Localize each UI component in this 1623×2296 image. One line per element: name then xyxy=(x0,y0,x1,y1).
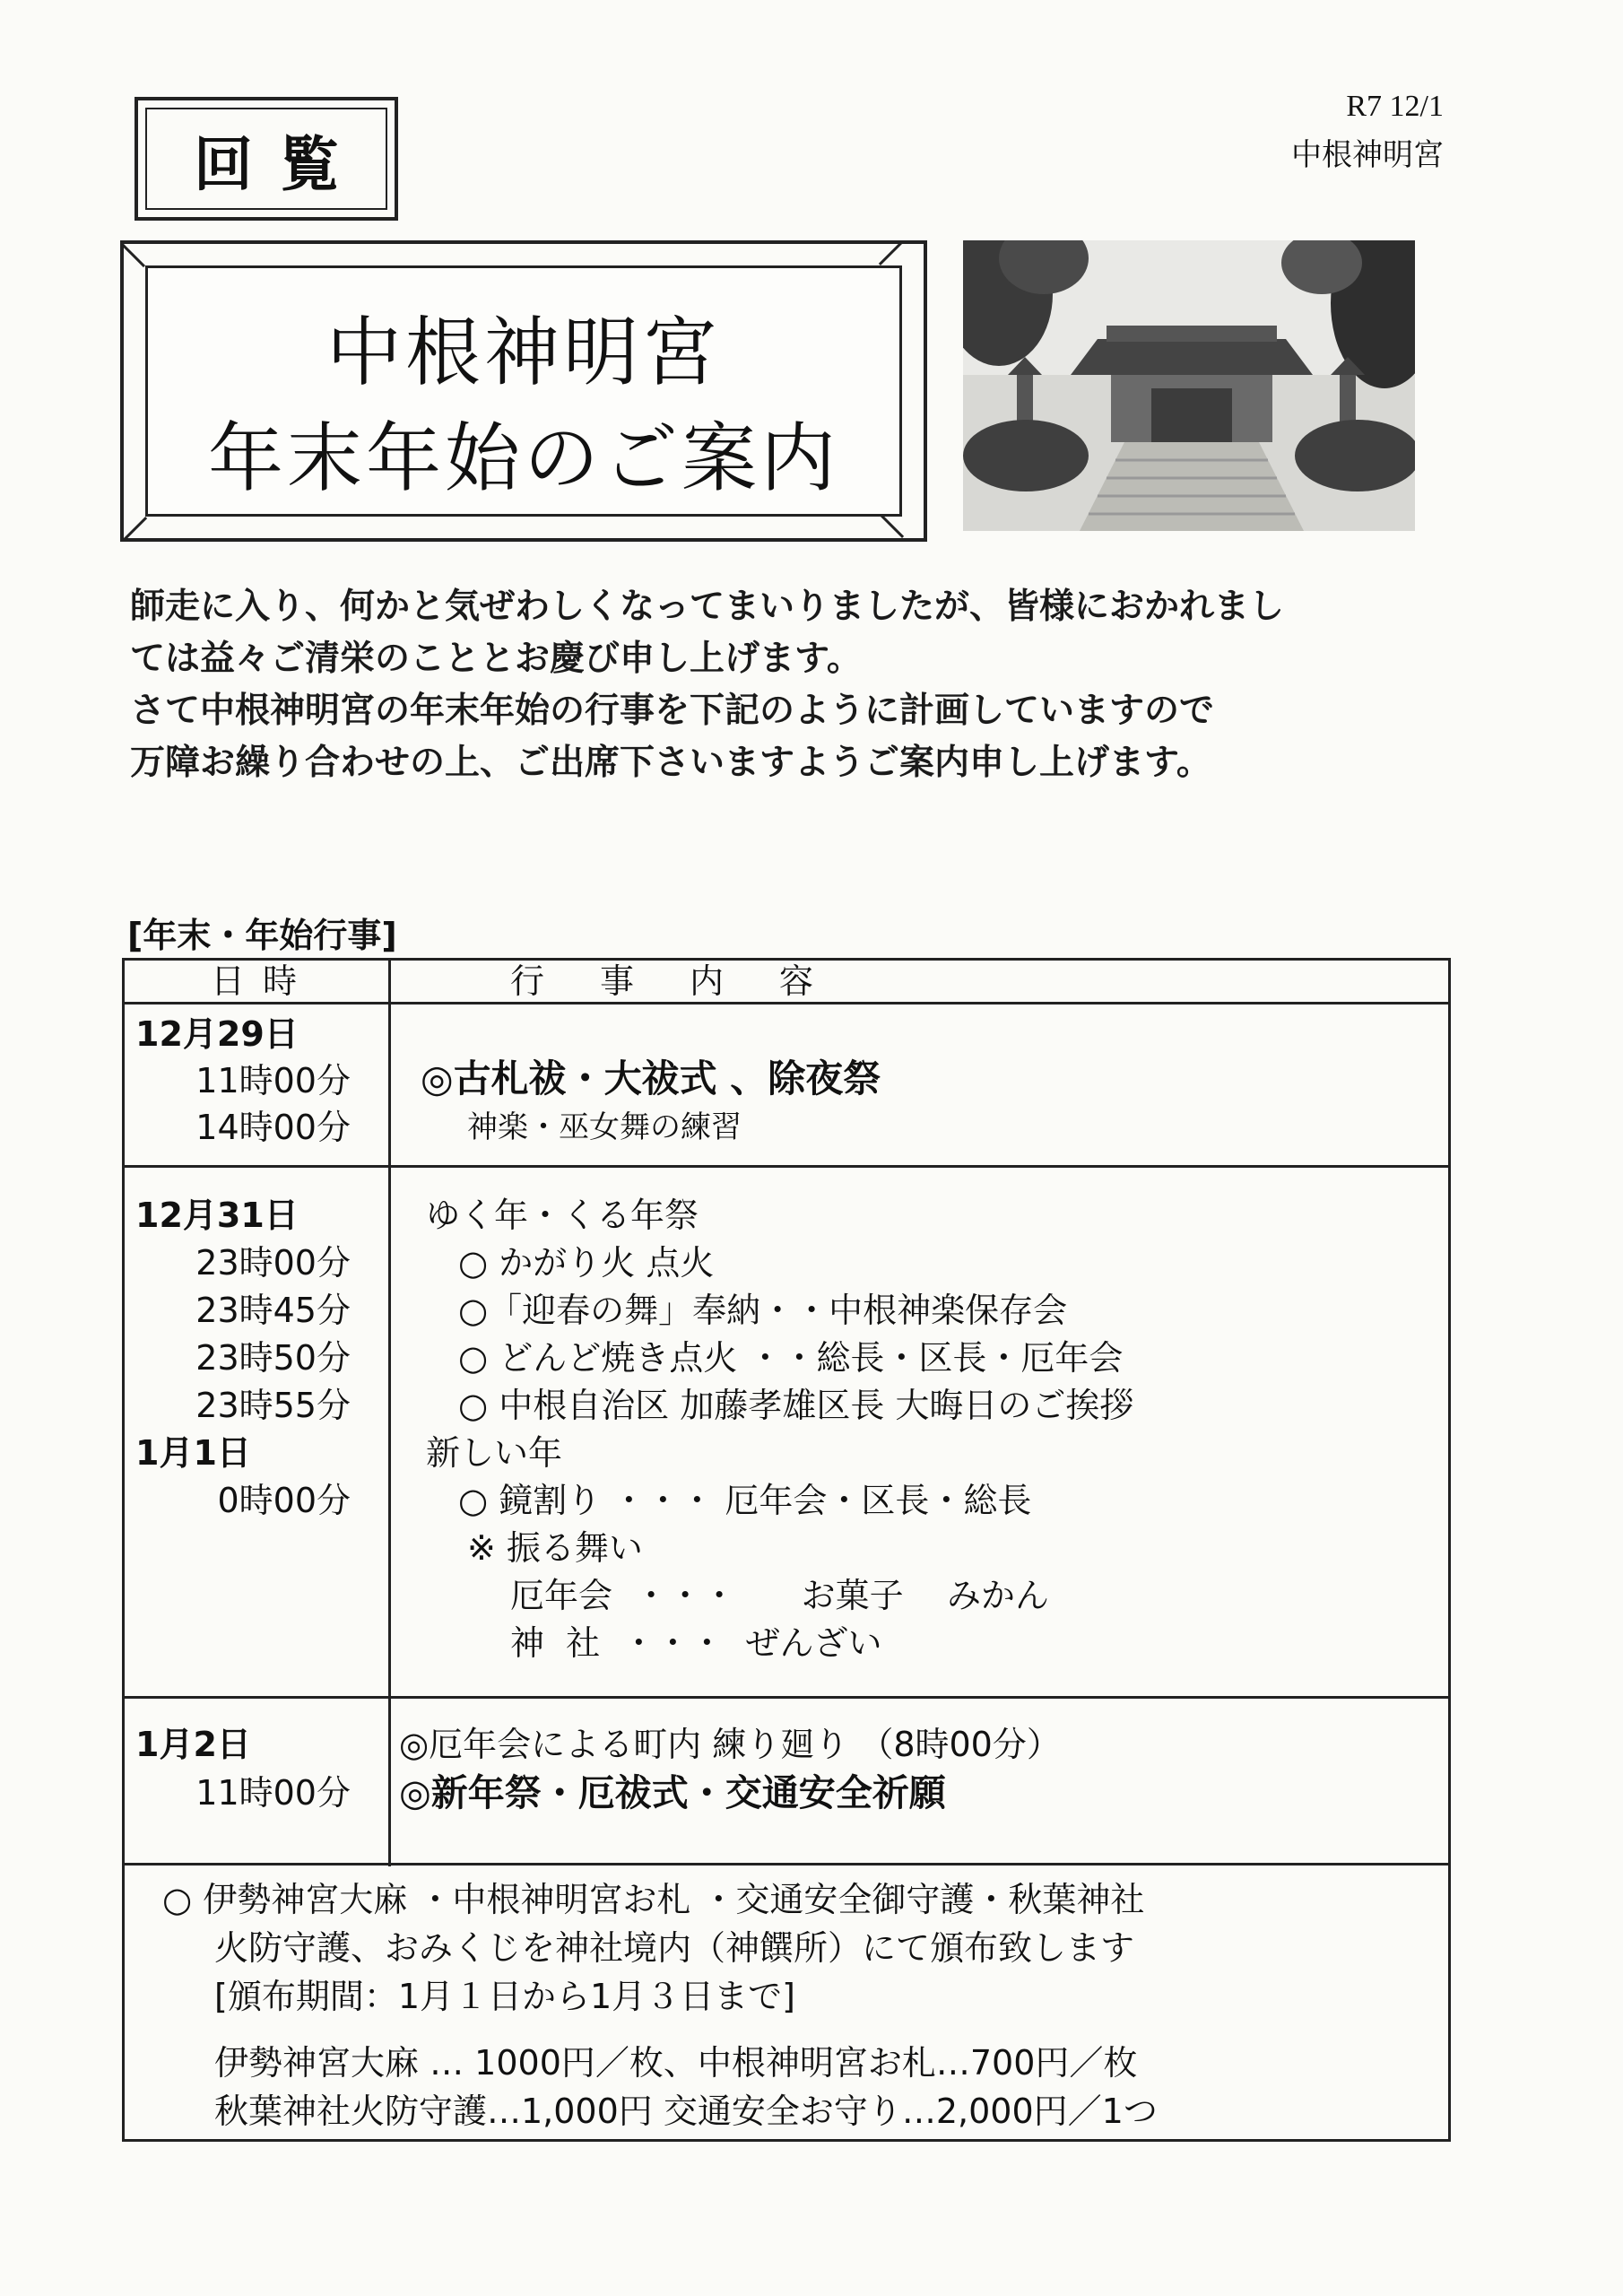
block2-event4: ○ 中根自治区 加藤孝雄区長 大晦日のご挨拶 xyxy=(458,1386,1134,1425)
block2-date: 12月31日 xyxy=(135,1196,299,1235)
notes-line-3: [頒布期間：1月１日から1月３日まで] xyxy=(214,1977,796,2016)
row-divider-3 xyxy=(125,1863,1448,1866)
block3-event2: ◎新年祭・厄祓式・交通安全祈願 xyxy=(399,1771,946,1814)
block1-event1: ◎古札祓・大祓式 、除夜祭 xyxy=(421,1057,881,1100)
intro-line-4: 万障お繰り合わせの上、ご出席下さいますようご案内申し上げます。 xyxy=(130,743,1211,783)
title-frame xyxy=(120,240,927,542)
notes-line-5: 秋葉神社火防守護…1,000円 交通安全お守り…2,000円／1つ xyxy=(214,2092,1158,2131)
shrine-photo xyxy=(963,240,1415,531)
block3-event1: ◎厄年会による町内 練り廻り （8時00分） xyxy=(399,1725,1061,1764)
document-issuer: 中根神明宮 xyxy=(1291,137,1444,173)
block2-event2: ○「迎春の舞」奉納・・中根神楽保存会 xyxy=(458,1291,1068,1330)
title-line-2: 年末年始のご案内 xyxy=(207,414,839,502)
block2-event6: ※ 振る舞い xyxy=(467,1528,643,1568)
intro-paragraph xyxy=(130,581,1475,789)
section-heading: [年末・年始行事] xyxy=(127,916,397,955)
bevel-corner-tr xyxy=(879,242,902,265)
kairan-stamp-box xyxy=(135,97,398,221)
block2-time5: 0時00分 xyxy=(217,1481,351,1520)
bevel-corner-tl xyxy=(122,244,145,267)
schedule-table xyxy=(122,958,1451,2142)
block2-event3: ○ どんど焼き点火 ・・総長・区長・厄年会 xyxy=(458,1338,1124,1378)
block2-event5: ○ 鏡割り ・・・ 厄年会・区長・総長 xyxy=(458,1481,1032,1520)
block2-time3: 23時50分 xyxy=(195,1338,351,1378)
block3-time1: 11時00分 xyxy=(195,1773,351,1813)
notes-line-1: ○ 伊勢神宮大麻 ・中根神明宮お札 ・交通安全御守護・秋葉神社 xyxy=(162,1880,1145,1919)
block2-heading2: 新しい年 xyxy=(426,1433,563,1473)
bevel-corner-bl xyxy=(124,517,147,540)
block2-heading: ゆく年・くる年祭 xyxy=(426,1196,699,1235)
header-row-divider xyxy=(125,1002,1448,1004)
intro-line-1: 師走に入り、何かと気ぜわしくなってまいりましたが、皆様におかれまし xyxy=(130,587,1285,627)
column-divider xyxy=(388,961,391,1866)
kairan-label: 回覧 xyxy=(145,108,387,210)
block1-date: 12月29日 xyxy=(135,1014,299,1054)
notes-line-4: 伊勢神宮大麻 … 1000円／枚、中根神明宮お札…700円／枚 xyxy=(214,2043,1138,2083)
intro-line-2: ては益々ご清栄のこととお慶び申し上げます。 xyxy=(130,639,862,679)
header-content: 行事内容 xyxy=(510,961,870,1001)
block1-time2: 14時00分 xyxy=(195,1108,351,1147)
block1-time1: 11時00分 xyxy=(195,1061,351,1100)
block2-time2: 23時45分 xyxy=(195,1291,351,1330)
block2-time4: 23時55分 xyxy=(195,1386,351,1425)
block2-event7: 厄年会 ・・・ お菓子 みかん xyxy=(510,1576,1049,1615)
block1-event2: 神楽・巫女舞の練習 xyxy=(467,1109,742,1145)
document-date: R7 12/1 xyxy=(1346,90,1444,123)
block2-time1: 23時00分 xyxy=(195,1243,351,1283)
block3-date: 1月2日 xyxy=(135,1725,251,1764)
row-divider-1 xyxy=(125,1165,1448,1168)
page-title xyxy=(124,300,924,511)
block2-event8: 神 社 ・・・ ぜんざい xyxy=(510,1623,882,1663)
bevel-corner-br xyxy=(881,515,904,538)
header-datetime: 日時 xyxy=(211,961,316,1001)
intro-line-3: さて中根神明宮の年末年始の行事を下記のように計画していますので xyxy=(130,691,1215,731)
title-line-1: 中根神明宮 xyxy=(325,309,721,396)
row-divider-2 xyxy=(125,1696,1448,1699)
block2-event1: ○ かがり火 点火 xyxy=(458,1243,715,1283)
block2-date2: 1月1日 xyxy=(135,1433,251,1473)
notes-line-2: 火防守護、おみくじを神社境内（神饌所）にて頒布致します xyxy=(214,1928,1135,1968)
